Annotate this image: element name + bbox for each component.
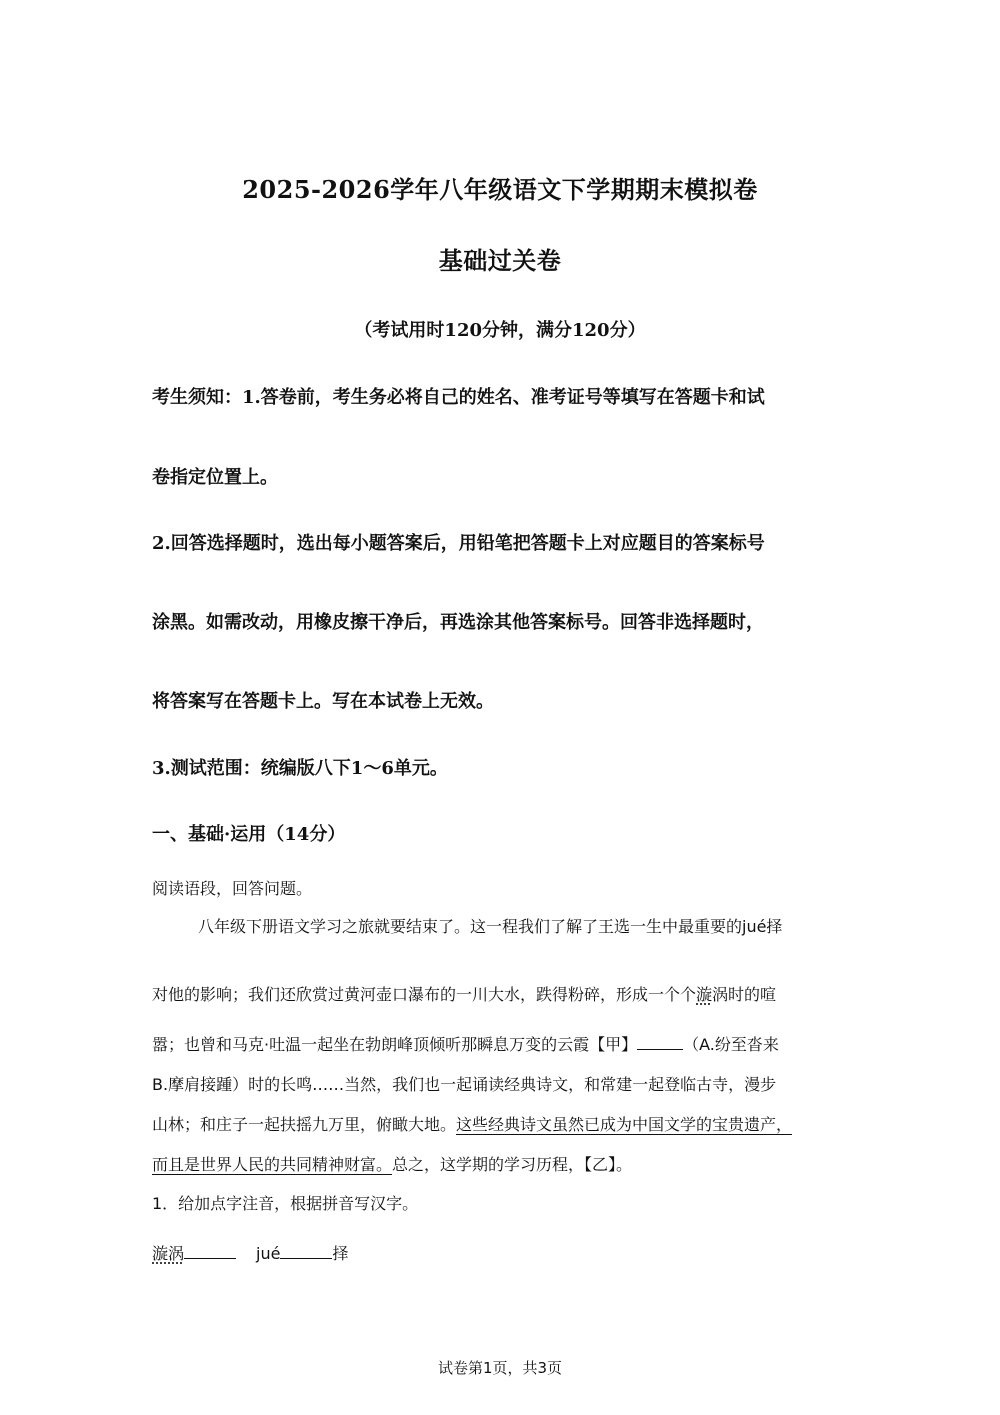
- notice-line-4: 涂黑。如需改动，用橡皮擦干净后，再选涂其他答案标号。回答非选择题时，: [152, 612, 764, 633]
- notice-line-1: 考生须知：1.答卷前，考生务必将自己的姓名、准考证号等填写在答题卡和试: [152, 387, 765, 408]
- notice-line-2: 卷指定位置上。: [152, 467, 278, 488]
- passage-line-5: [152, 1112, 792, 1135]
- page-footer: 试卷第1页，共3页: [437, 1359, 563, 1377]
- underlined-sentence-part-1: 这些经典诗文虽然已成为中国文学的宝贵遗产，: [456, 1115, 793, 1134]
- q1-item-1-label: 漩涡: [152, 1244, 185, 1263]
- passage-line-4: B.摩肩接踵）时的长鸣……当然，我们也一起诵读经典诗文，和常建一起登临古寺，漫步: [152, 1075, 777, 1094]
- passage-line-1: 八年级下册语文学习之旅就要结束了。这一程我们了解了王选一生中最重要的jué择: [198, 917, 783, 936]
- passage-line-5-text-a: 山林；和庄子一起扶摇九万里，俯瞰大地。: [152, 1115, 457, 1134]
- notice-line-5: 将答案写在答题卡上。写在本试卷上无效。: [152, 691, 494, 712]
- underlined-sentence-part-2: 而且是世界人民的共同精神财富。: [152, 1155, 393, 1174]
- q1-item-2-blank[interactable]: [280, 1244, 332, 1259]
- q1-item-2-suffix: 择: [332, 1244, 349, 1263]
- passage-line-2-text-a: 对他的影响；我们还欣赏过黄河壶口瀑布的一川大水，跌得粉碎，形成一个个: [152, 985, 697, 1004]
- exam-subtitle: 基础过关卷: [438, 246, 562, 275]
- q1-item-2-pinyin: jué: [256, 1244, 281, 1263]
- passage-line-2: [152, 982, 776, 1005]
- answer-blank-jia[interactable]: [637, 1035, 683, 1050]
- passage-line-6-text-b: 总之，这学期的学习历程，【乙】。: [392, 1155, 633, 1174]
- notice-line-3: 2.回答选择题时，选出每小题答案后，用铅笔把答题卡上对应题目的答案标号: [152, 533, 765, 554]
- notice-line-6: 3.测试范围：统编版八下1～6单元。: [152, 758, 448, 779]
- passage-line-3-text-b: （A.纷至沓来: [683, 1035, 779, 1054]
- dotted-character: 漩: [696, 985, 713, 1004]
- exam-duration-note: （考试用时120分钟，满分120分）: [354, 320, 646, 341]
- passage-line-3-text-a: 嚣；也曾和马克·吐温一起坐在勃朗峰顶倾听那瞬息万变的云霞【甲】: [152, 1035, 638, 1054]
- exam-title: 2025-2026学年八年级语文下学期期末模拟卷: [242, 175, 758, 204]
- reading-instruction: 阅读语段，回答问题。: [152, 879, 313, 898]
- passage-line-6: [152, 1152, 632, 1175]
- question-1-items: [152, 1241, 348, 1264]
- question-1-prompt: 1．给加点字注音，根据拼音写汉字。: [152, 1194, 419, 1213]
- passage-line-2-text-b: 涡时的喧: [712, 985, 777, 1004]
- section-heading: 一、基础·运用（14分）: [152, 824, 346, 845]
- q1-item-1-blank[interactable]: [184, 1244, 236, 1259]
- passage-line-3: [152, 1032, 779, 1055]
